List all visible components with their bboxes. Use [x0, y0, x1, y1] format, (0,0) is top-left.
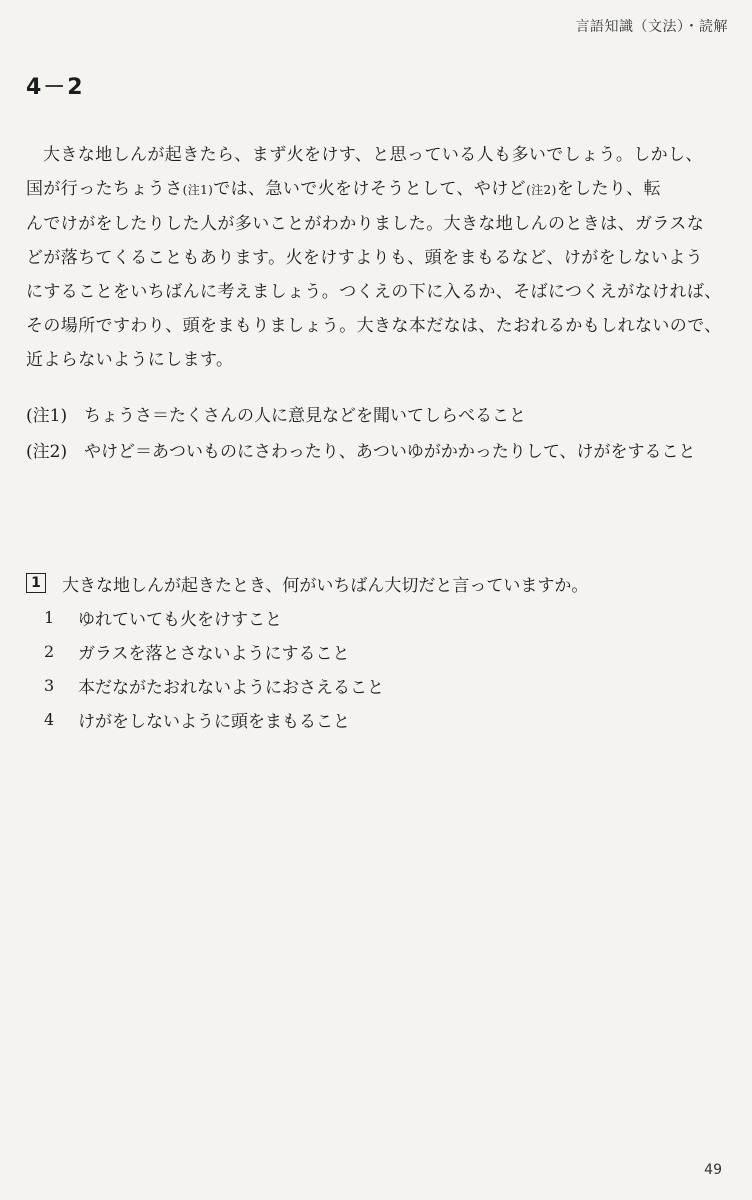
option-text: ゆれていても火をけすこと [78, 609, 282, 630]
footnote-text: やけど＝あついものにさわったり、あついゆがかかったりして、けがをすること [84, 442, 696, 462]
option-text: ガラスを落とさないようにすること [78, 643, 350, 664]
note-reference-2: (注2) [526, 183, 557, 197]
option-number: 2 [44, 641, 55, 661]
footnote [26, 398, 732, 434]
question-row [26, 566, 732, 600]
page-number: 49 [704, 1162, 722, 1178]
section-header: 言語知識（文法）・読解 [575, 19, 728, 35]
answer-option[interactable] [26, 668, 732, 702]
passage-line-part: 国が行ったちょうさ [26, 179, 183, 199]
answer-option[interactable] [26, 702, 732, 736]
passage-line: んでけがをしたりした人が多いことがわかりました。大きな地しんのときは、ガラスな [26, 214, 705, 234]
question-number-box: 1 [26, 573, 46, 593]
answer-options [26, 600, 732, 736]
option-number: 4 [44, 709, 55, 729]
option-number: 3 [44, 675, 55, 695]
passage-line-part: をしたり、転 [556, 179, 662, 199]
footnote-label: (注1) [26, 406, 68, 426]
footnote [26, 434, 732, 470]
footnote-text: ちょうさ＝たくさんの人に意見などを聞いてしらべること [84, 406, 526, 426]
answer-option[interactable] [26, 600, 732, 634]
passage-line: にすることをいちばんに考えましょう。つくえの下に入るか、そばにつくえがなければ、 [26, 282, 722, 302]
note-reference-1: (注1) [182, 183, 214, 197]
option-text: けがをしないように頭をまもること [78, 711, 350, 732]
option-text: 本だながたおれないようにおさえること [78, 677, 384, 698]
passage-line: その場所ですわり、頭をまもりましょう。大きな本だなは、たおれるかもしれないので、 [26, 316, 722, 336]
question-block [26, 566, 732, 736]
passage-line [26, 172, 732, 207]
section-title: 4－2 [26, 75, 85, 100]
question-text: 大きな地しんが起きたとき、何がいちばん大切だと言っていますか。 [62, 575, 589, 596]
footnotes [26, 398, 732, 470]
passage-line: 近よらないようにします。 [26, 350, 234, 370]
passage-line: どが落ちてくることもあります。火をけすよりも、頭をまもるなど、けがをしないよう [26, 248, 704, 268]
option-number: 1 [44, 607, 55, 627]
reading-passage [26, 138, 732, 377]
footnote-label: (注2) [26, 442, 68, 462]
passage-line: 大きな地しんが起きたら、まず火をけす、と思っている人も多いでしょう。しかし、 [43, 145, 703, 165]
passage-line-part: では、急いで火をけそうとして、やけど [213, 179, 527, 199]
answer-option[interactable] [26, 634, 732, 668]
